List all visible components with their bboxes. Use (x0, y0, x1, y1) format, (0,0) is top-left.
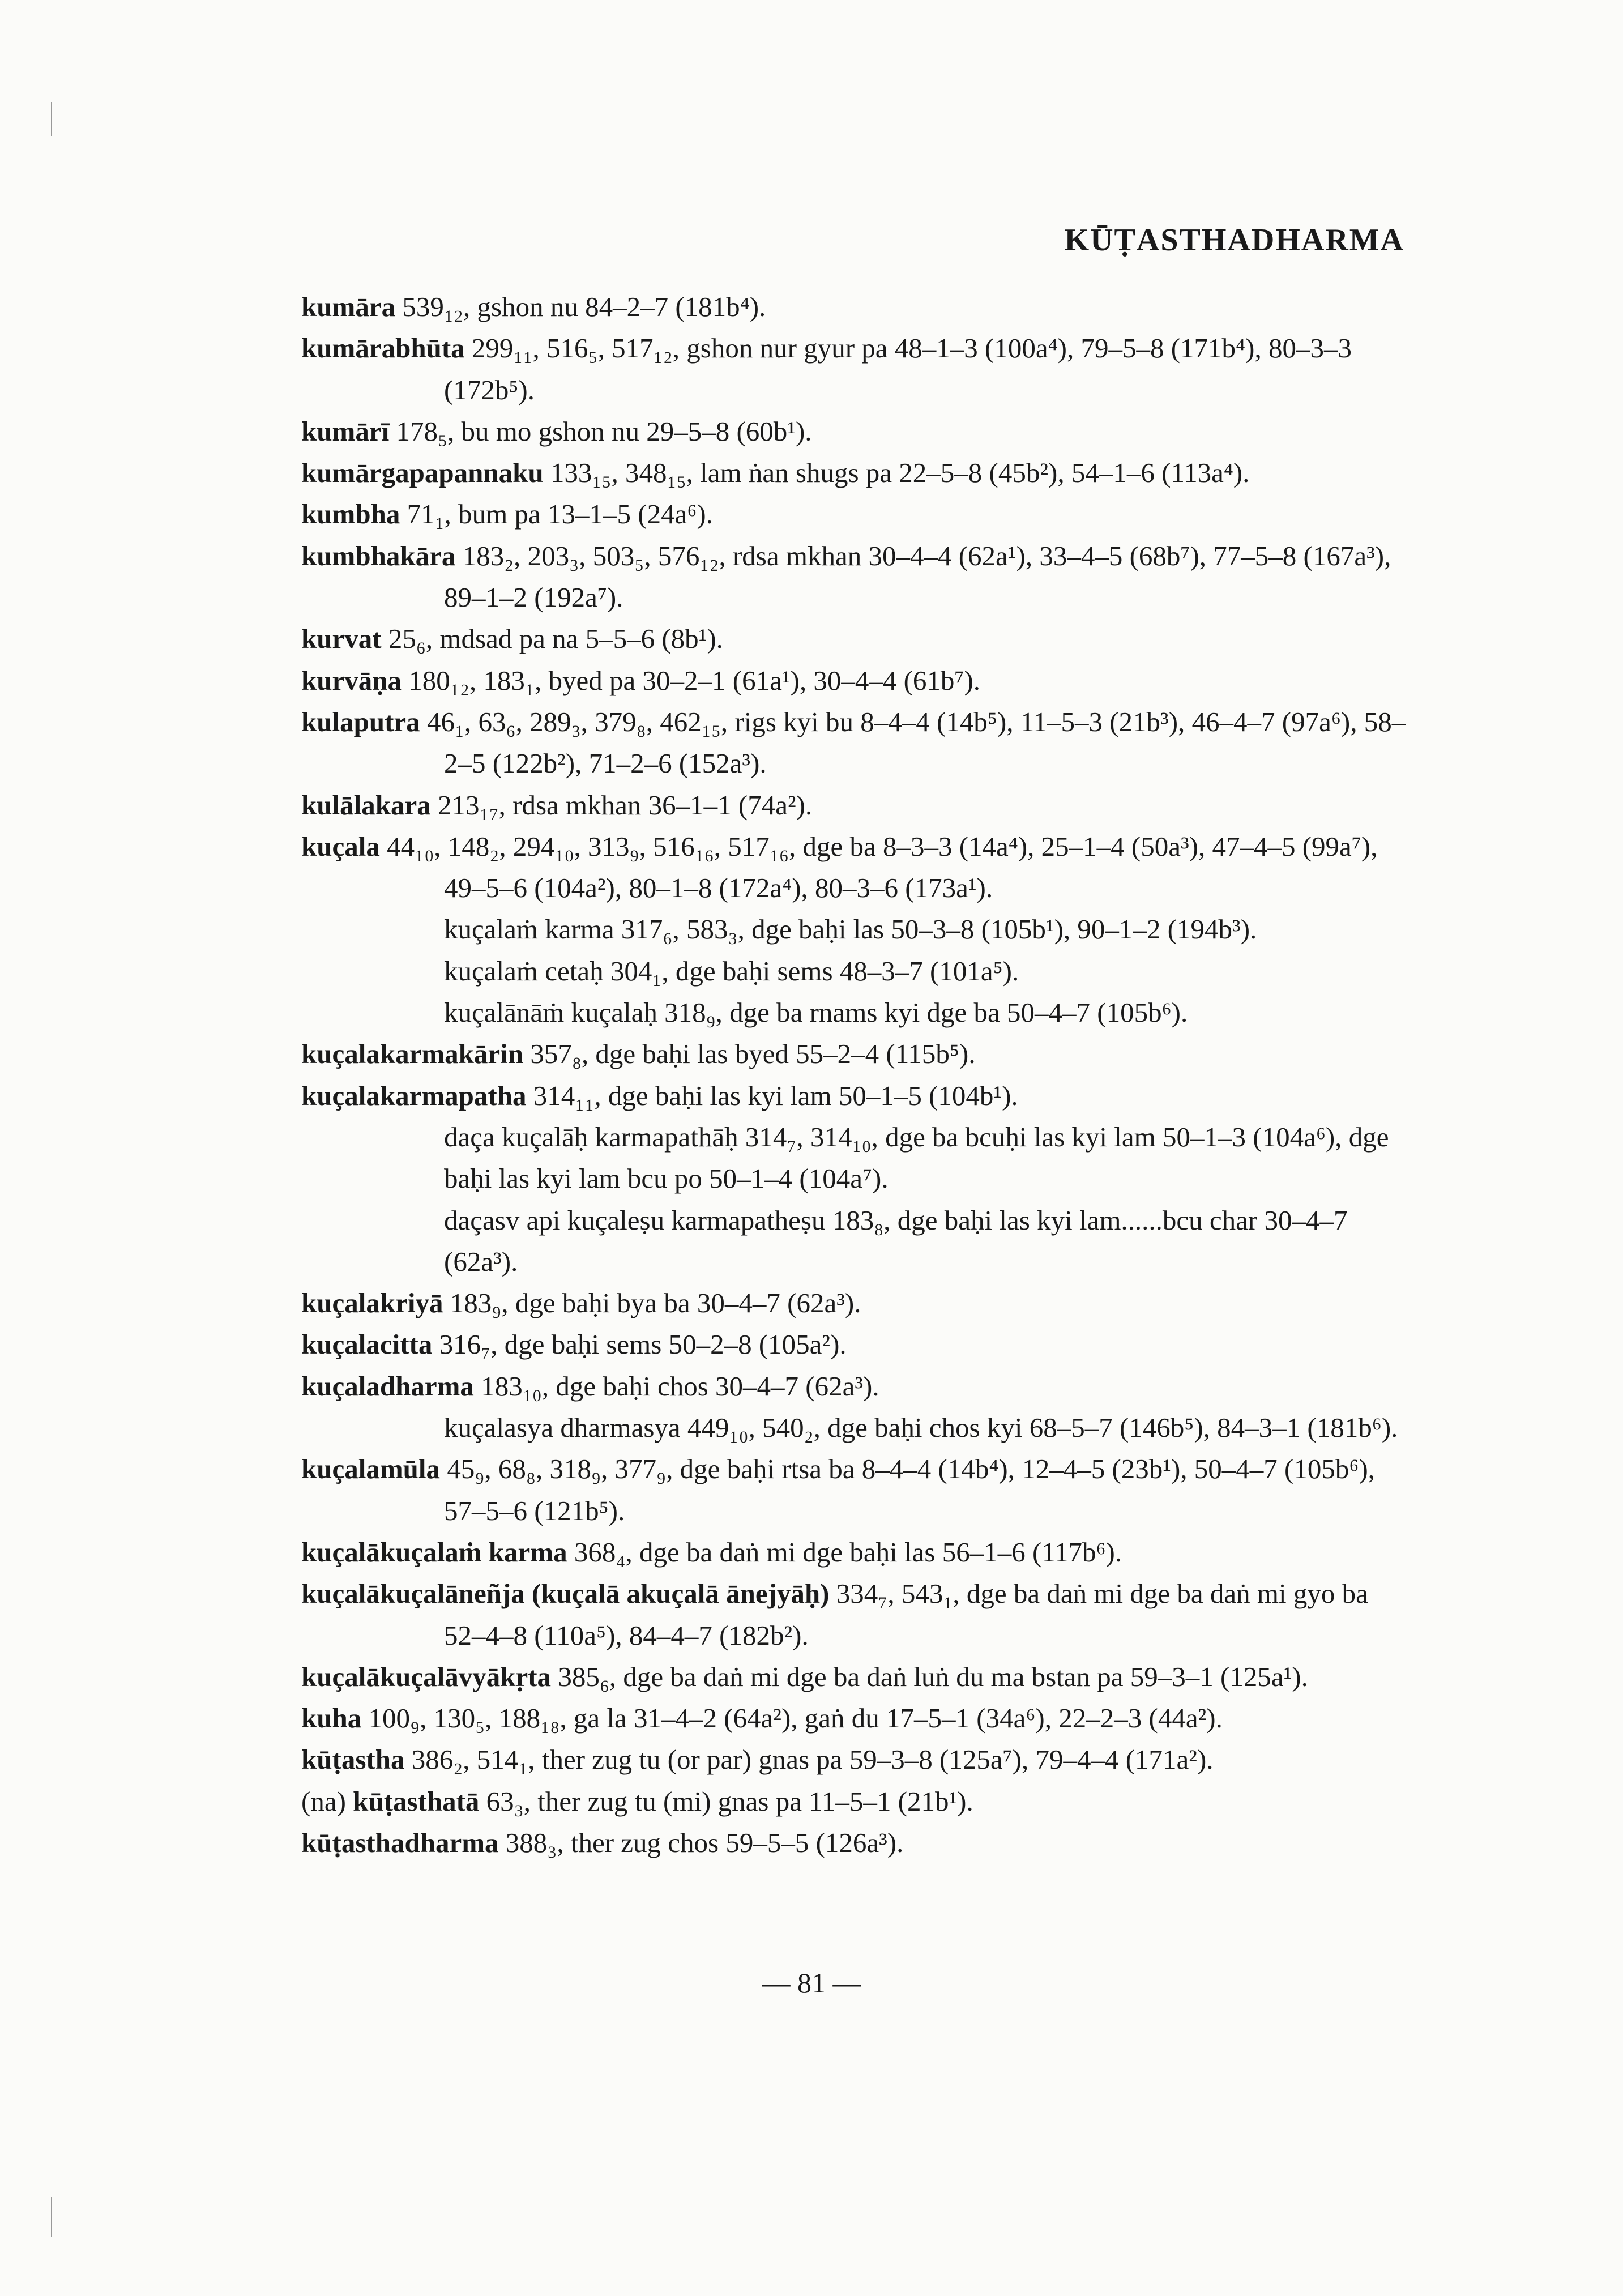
dictionary-entry: kuçalamūla 45₉, 68₈, 318₉, 377₉, dge baḥi rtsa ba 8–4–4 (14b⁴), 12–4–5 (23b¹), 50–4–7 (105b⁶), 57–5–6 (121b⁵). (301, 1453, 1376, 1526)
dictionary-entry: kumārī 178₅, bu mo gshon nu 29–5–8 (60b¹). (301, 415, 812, 447)
headword: kuçalakarmakārin (301, 1038, 524, 1070)
headword: kuha (301, 1702, 362, 1734)
headword: kuçalakriyā (301, 1287, 443, 1319)
sub-entry: daçasv api kuçaleṣu karmapatheṣu 183₈, dge baḥi las kyi lam......bcu char 30–4–7 (62a³). (444, 1204, 1348, 1277)
scan-mark (51, 102, 52, 136)
dictionary-entry: kumārgapapannaku 133₁₅, 348₁₅, lam ṅan shugs pa 22–5–8 (45b²), 54–1–6 (113a⁴). (301, 457, 1250, 489)
sub-entry: kuçalaṁ karma 317₆, 583₃, dge baḥi las 50–3–8 (105b¹), 90–1–2 (194b³). (444, 914, 1257, 945)
scan-mark (51, 2197, 52, 2237)
dictionary-entry: kuçalākuçalāvyākṛta 385₆, dge ba daṅ mi dge ba daṅ luṅ du ma bstan pa 59–3–1 (125a¹). (301, 1661, 1308, 1692)
sub-entry: kuçalaṁ cetaḥ 304₁, dge baḥi sems 48–3–7 (101a⁵). (444, 955, 1019, 987)
sub-entry: kuçalasya dharmasya 449₁₀, 540₂, dge baḥi chos kyi 68–5–7 (146b⁵), 84–3–1 (181b⁶). (444, 1412, 1398, 1444)
headword: kuçalakarmapatha (301, 1079, 527, 1111)
headword: kuçalamūla (301, 1453, 441, 1485)
dictionary-entry: kuçalacitta 316₇, dge baḥi sems 50–2–8 (105a²). (301, 1329, 847, 1360)
dictionary-entry: kulālakara 213₁₇, rdsa mkhan 36–1–1 (74a²). (301, 789, 813, 821)
headword: kumārgapapannaku (301, 457, 544, 489)
headword: kuçalākuçalāneñja (kuçalā akuçalā ānejyāḥ) (301, 1578, 830, 1610)
headword: kūṭasthadharma (301, 1826, 499, 1858)
headword: kuçalākuçalāvyākṛta (301, 1661, 552, 1692)
headword: kurvat (301, 623, 382, 655)
headword: kumbhakāra (301, 540, 456, 571)
headword: kuçalākuçalaṁ karma (301, 1536, 567, 1568)
headword: kumārabhūta (301, 332, 465, 364)
dictionary-entry: kumbha 71₁, bum pa 13–1–5 (24a⁶). (301, 498, 713, 530)
dictionary-entry: (na) kūṭasthatā 63₃, ther zug tu (mi) gnas pa 11–5–1 (21b¹). (301, 1785, 973, 1817)
dictionary-entry: kuha 100₉, 130₅, 188₁₈, ga la 31–4–2 (64a²), gaṅ du 17–5–1 (34a⁶), 22–2–3 (44a²). (301, 1702, 1223, 1734)
dictionary-entry: kuçalakarmakārin 357₈, dge baḥi las byed 55–2–4 (115b⁵). (301, 1038, 976, 1070)
headword: kuçaladharma (301, 1370, 474, 1402)
sub-entry: kuçalānāṁ kuçalaḥ 318₉, dge ba rnams kyi dge ba 50–4–7 (105b⁶). (444, 997, 1188, 1028)
dictionary-entry: kuçalakarmapatha 314₁₁, dge baḥi las kyi lam 50–1–5 (104b¹). (301, 1079, 1018, 1111)
page-number: — 81 — (762, 1967, 861, 1999)
headword: kulaputra (301, 706, 420, 737)
dictionary-entry: kuçalakriyā 183₉, dge baḥi bya ba 30–4–7 (62a³). (301, 1287, 861, 1319)
headword: kumārī (301, 415, 390, 447)
running-head: KŪṬASTHADHARMA (1064, 223, 1404, 258)
headword: kūṭasthatā (353, 1785, 480, 1817)
headword: kumbha (301, 498, 400, 530)
headword: kuçala (301, 830, 380, 862)
dictionary-entry: kuçaladharma 183₁₀, dge baḥi chos 30–4–7 (62a³). (301, 1370, 879, 1402)
dictionary-entry: kumbhakāra 183₂, 203₃, 503₅, 576₁₂, rdsa mkhan 30–4–4 (62a¹), 33–4–5 (68b⁷), 77–5–8 (167a³), 89–1–2 (192a⁷). (301, 540, 1391, 613)
headword: kūṭastha (301, 1744, 405, 1776)
dictionary-entries (301, 286, 1408, 1863)
sub-entry: daça kuçalāḥ karmapathāḥ 314₇, 314₁₀, dge ba bcuḥi las kyi lam 50–1–3 (104a⁶), dge baḥi las kyi lam bcu po 50–1–4 (104a⁷). (444, 1121, 1389, 1194)
dictionary-entry: kūṭasthadharma 388₃, ther zug chos 59–5–5 (126a³). (301, 1826, 904, 1858)
dictionary-entry: kumārabhūta 299₁₁, 516₅, 517₁₂, gshon nur gyur pa 48–1–3 (100a⁴), 79–5–8 (171b⁴), 80–3–3 (172b⁵). (301, 332, 1352, 406)
dictionary-entry: kuçala 44₁₀, 148₂, 294₁₀, 313₉, 516₁₆, 517₁₆, dge ba 8–3–3 (14a⁴), 25–1–4 (50a³), 47–4–5 (99a⁷), 49–5–6 (104a²), 80–1–8 (172a⁴), 80–3–6 (173a¹). (301, 830, 1378, 904)
dictionary-entry: kurvāṇa 180₁₂, 183₁, byed pa 30–2–1 (61a¹), 30–4–4 (61b⁷). (301, 664, 981, 696)
headword: kulālakara (301, 789, 431, 821)
dictionary-entry: kūṭastha 386₂, 514₁, ther zug tu (or par) gnas pa 59–3–8 (125a⁷), 79–4–4 (171a²). (301, 1744, 1214, 1776)
headword: kuçalacitta (301, 1329, 433, 1360)
headword: kurvāṇa (301, 664, 402, 696)
dictionary-entry: kurvat 25₆, mdsad pa na 5–5–6 (8b¹). (301, 623, 723, 655)
dictionary-entry: kumāra 539₁₂, gshon nu 84–2–7 (181b⁴). (301, 291, 766, 322)
headword: kumāra (301, 291, 396, 322)
dictionary-entry: kuçalākuçalāneñja (kuçalā akuçalā ānejyāḥ) 334₇, 543₁, dge ba daṅ mi dge ba daṅ mi gyo ba 52–4–8 (110a⁵), 84–4–7 (182b²). (301, 1578, 1368, 1651)
dictionary-entry: kulaputra 46₁, 63₆, 289₃, 379₈, 462₁₅, rigs kyi bu 8–4–4 (14b⁵), 11–5–3 (21b³), 46–4–7 (97a⁶), 58–2–5 (122b²), 71–2–6 (152a³). (301, 706, 1406, 779)
dictionary-entry: kuçalākuçalaṁ karma 368₄, dge ba daṅ mi dge baḥi las 56–1–6 (117b⁶). (301, 1536, 1122, 1568)
